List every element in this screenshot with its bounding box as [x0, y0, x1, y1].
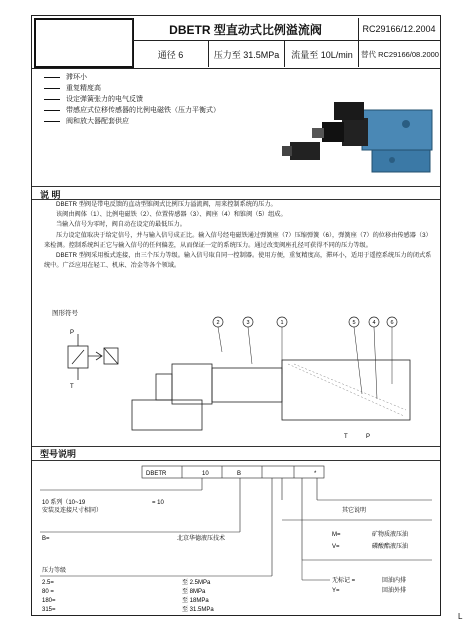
pressure-cell: 压力至 31.5MPa [208, 41, 284, 67]
doc-code: RC29166/12.2004 [362, 24, 436, 34]
m-desc: 矿物质液压油 [372, 532, 409, 538]
callout-label: 3 [246, 320, 250, 326]
pressure-key: 80 = [42, 589, 54, 595]
callout-label: 2 [216, 320, 220, 326]
list-item: 重复精度高 [44, 83, 220, 94]
pressure-key: 315= [42, 607, 56, 613]
callout-label: 1 [280, 320, 284, 326]
doc-title: DBETR 型直动式比例溢流阀 [132, 18, 359, 41]
divider [32, 68, 440, 69]
feature-list [44, 72, 220, 127]
list-item: 设定弹簧张力的电气反馈 [44, 94, 220, 105]
size-cell: 通径 6 [132, 41, 208, 67]
opt-y-desc: 回油外排 [382, 588, 407, 594]
port-label: T [70, 384, 74, 390]
other-label: 其它说明 [342, 508, 367, 514]
pressure-value: 至 31.5MPa [182, 607, 214, 613]
callout-label: 5 [352, 320, 356, 326]
series-label: 10 系列（10~19 [42, 500, 86, 506]
flow-cell: 流量至 10L/min [284, 41, 359, 67]
logo-box [34, 18, 134, 68]
b-desc: 北京华德液压技术 [177, 536, 226, 542]
replace-cell: 替代 RC29166/08.2000 [358, 41, 441, 67]
product-photo [272, 76, 442, 181]
header [32, 16, 440, 70]
series-value: = 10 [152, 500, 164, 506]
divider [132, 40, 440, 41]
port-label: P [70, 330, 75, 336]
section-title: 说 明 [40, 190, 61, 200]
document-page [31, 15, 441, 616]
code-part: B [237, 471, 242, 477]
code-part: * [314, 471, 317, 477]
model-code-diagram [32, 460, 442, 617]
list-item: 带感应式位移传感器的比例电磁铁（压力平衡式） [44, 105, 220, 116]
pressure-key: 2.5= [42, 580, 54, 586]
m-label: M= [332, 532, 341, 538]
divider [32, 446, 440, 447]
pressure-value: 至 2.5MPa [182, 580, 211, 586]
callout-label: 6 [390, 320, 394, 326]
pressure-key: 180= [42, 598, 56, 604]
code-part: DBETR [146, 471, 167, 477]
b-label: B= [42, 536, 50, 542]
port-label: T [344, 434, 348, 440]
section-diagram [32, 304, 442, 454]
opt-none-desc: 回油内排 [382, 578, 407, 584]
list-item: 滞环小 [44, 72, 220, 83]
divider [32, 186, 440, 187]
section-title: 型号说明 [40, 449, 77, 459]
page-corner-mark: L [458, 612, 463, 621]
code-part: 10 [202, 471, 209, 477]
list-item: 阀和放大器配套供应 [44, 116, 220, 127]
opt-y-label: Y= [332, 588, 340, 594]
callout-label: 4 [372, 320, 376, 326]
pressure-value: 至 18MPa [182, 598, 209, 604]
v-label: V= [332, 544, 340, 550]
series-label: 安装及连接尺寸相同） [42, 508, 103, 514]
pressure-value: 至 8MPa [182, 589, 206, 595]
port-label: P [366, 434, 371, 440]
opt-none-label: 无标记 = [332, 578, 356, 584]
v-desc: 磷酸酯液压油 [372, 544, 409, 550]
description-text: DBETR 型阀是带电反馈的直动型锥阀式比例压力溢流阀，用来控制系统的压力。 该阀由阀体（1）、比例电磁铁（2）、位置传感器（3）、阀座（4）和锥阀（5）组成。 当输入信号为零时，阀自动在设定的最低压力。 压力设定值取决于给定信号，并与输入信号成正比。输入信号经电磁铁通过弹簧座（7）压缩弹簧（6），弹簧座（7）的位移由传感器（3）来检测。控制系统纠正它与输入信号的任何偏差，从而保证一定的系统压力。通过改变阀座孔径可获得不同的压力等级。 DBETR 型阀采用板式连接，由三个压力等级。输入信号取自同一控制器。使用方便，重复精度高，滞环小，适用于遥控系统压力的闭式系统中。广泛应用在轻工、机床、冶金等各个领域。 [44, 201, 432, 270]
pressure-title: 压力等级 [42, 568, 67, 574]
symbol-label: 图形符号 [52, 310, 78, 317]
